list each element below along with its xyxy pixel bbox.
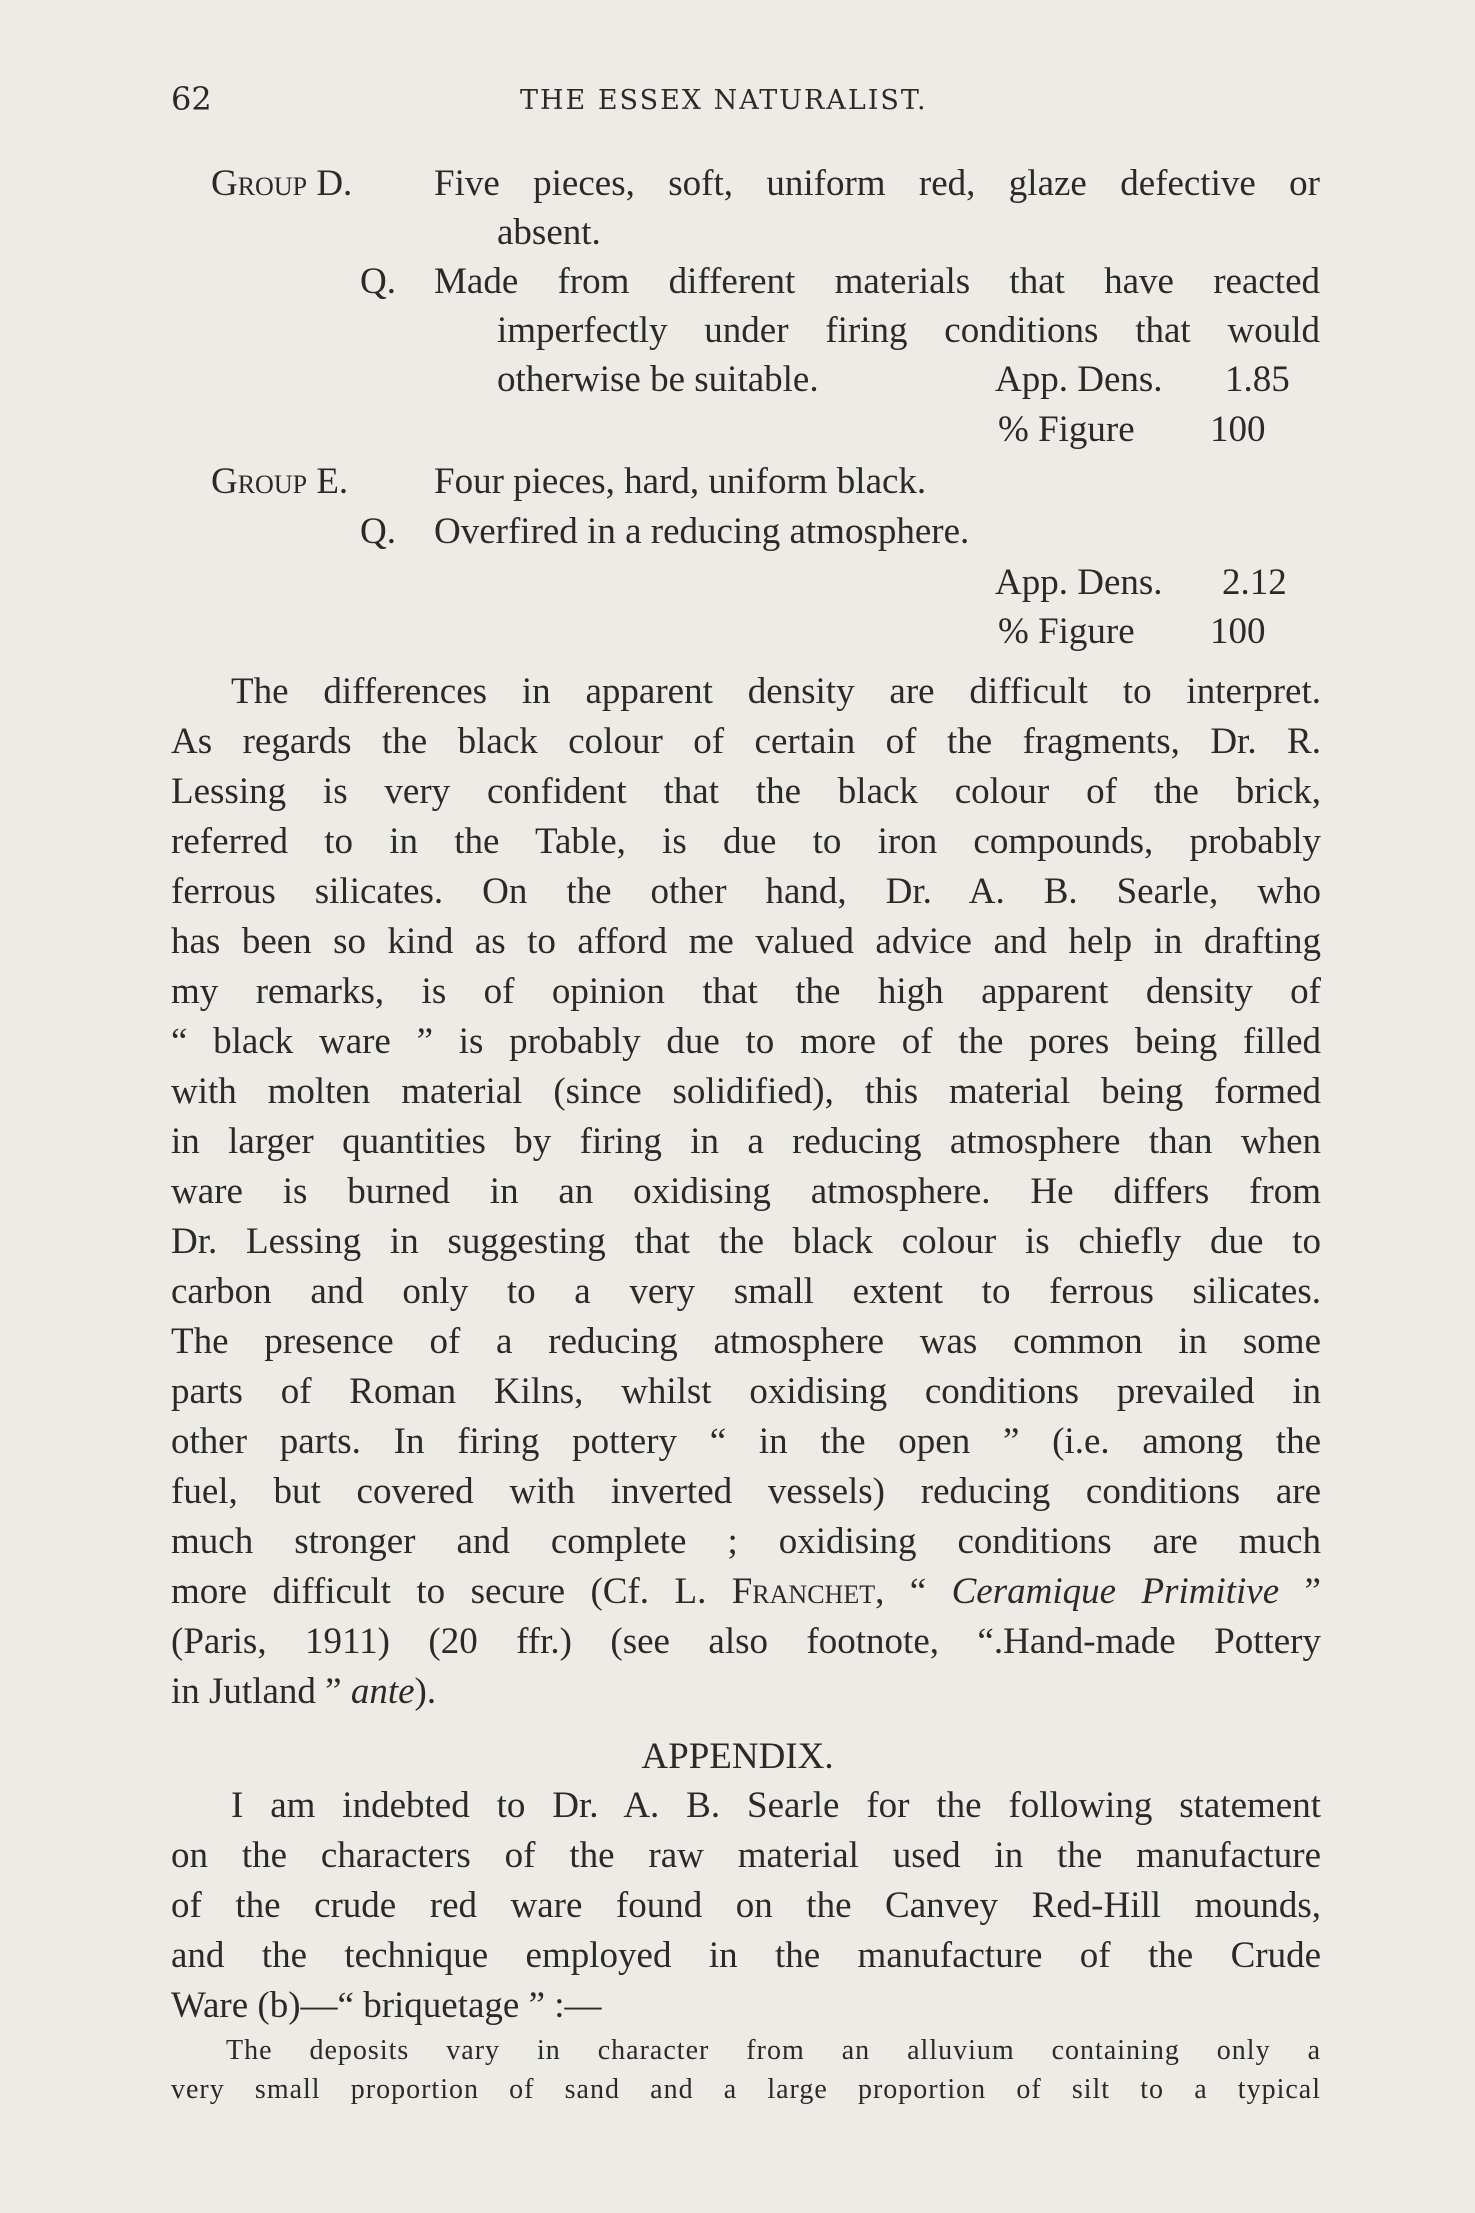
paragraph-appendix	[171, 1781, 1321, 2031]
paragraph-line: As regards the black colour of certain of the fragments, Dr. R.	[171, 721, 1321, 762]
paragraph-line: other parts. In firing pottery “ in the open ” (i.e. among the	[171, 1421, 1321, 1462]
group-e-q-label: Q.	[360, 511, 396, 552]
group-e-q-line1: Overfired in a reducing atmosphere.	[434, 511, 970, 552]
group-d-label: Group D.	[211, 163, 353, 204]
citation-book-title: Ceramique Primitive	[951, 1571, 1280, 1612]
tail-ante: ante	[350, 1671, 415, 1712]
paragraph-line: ferrous silicates. On the other hand, Dr. A. B. Searle, who	[171, 871, 1321, 912]
paragraph-line: with molten material (since solidified), this material being formed	[171, 1071, 1321, 1112]
paragraph-line: The presence of a reducing atmosphere was common in some	[171, 1321, 1321, 1362]
paragraph-line: carbon and only to a very small extent to ferrous silicates.	[171, 1271, 1321, 1312]
paragraph-line: parts of Roman Kilns, whilst oxidising conditions prevailed in	[171, 1371, 1321, 1412]
tail-text-after: ).	[414, 1671, 437, 1712]
paragraph-line-last	[171, 1667, 1321, 1717]
citation-text-after: ”	[1279, 1571, 1321, 1612]
paragraph-line: in larger quantities by firing in a reducing atmosphere than when	[171, 1121, 1321, 1162]
paragraph-line: referred to in the Table, is due to iron compounds, probably	[171, 821, 1321, 862]
group-e-description-line1: Four pieces, hard, uniform black.	[434, 461, 927, 502]
group-d-description-line2: absent.	[497, 212, 601, 253]
page-number: 62	[171, 80, 212, 118]
paragraph-line: ware is burned in an oxidising atmosphere. He differs from	[171, 1171, 1321, 1212]
group-d-q-line2: imperfectly under firing conditions that would	[497, 310, 1320, 351]
paragraph-density	[171, 667, 1321, 1717]
tail-text-before: in Jutland ”	[171, 1671, 351, 1712]
paragraph-line: much stronger and complete ; oxidising conditions are much	[171, 1521, 1321, 1562]
paragraph-line: has been so kind as to afford me valued advice and help in drafting	[171, 921, 1321, 962]
paragraph-line-citation	[171, 1567, 1321, 1617]
group-d-q-line3: otherwise be suitable.	[497, 359, 819, 400]
paragraph-line: Lessing is very confident that the black colour of the brick,	[171, 771, 1321, 812]
group-e-app-dens-value: 2.12	[1222, 562, 1287, 603]
paragraph-line: and the technique employed in the manufacture of the Crude	[171, 1935, 1321, 1976]
paragraph-line: Dr. Lessing in suggesting that the black colour is chiefly due to	[171, 1221, 1321, 1262]
group-e-figure-value: 100	[1210, 611, 1266, 652]
group-d-figure-value: 100	[1210, 409, 1266, 450]
paragraph-line: “ black ware ” is probably due to more of the pores being filled	[171, 1021, 1321, 1062]
paragraph-line: of the crude red ware found on the Canvey Red-Hill mounds,	[171, 1885, 1321, 1926]
group-d-description-line1: Five pieces, soft, uniform red, glaze defective or	[434, 163, 1320, 204]
paragraph-line: my remarks, is of opinion that the high apparent density of	[171, 971, 1321, 1012]
paragraph-line: fuel, but covered with inverted vessels) reducing conditions are	[171, 1471, 1321, 1512]
paragraph-line-last: Ware (b)—“ briquetage ” :—	[171, 1985, 602, 2026]
group-d-app-dens-value: 1.85	[1225, 359, 1290, 400]
group-e-app-dens-label: App. Dens.	[995, 562, 1163, 603]
quote-line: very small proportion of sand and a large proportion of silt to a typical	[171, 2074, 1321, 2105]
paragraph-line: on the characters of the raw material used in the manufacture	[171, 1835, 1321, 1876]
citation-author: Franchet	[731, 1571, 876, 1612]
quoted-statement	[171, 2031, 1321, 2109]
quote-line: The deposits vary in character from an alluvium containing only a	[226, 2035, 1321, 2066]
paragraph-line: (Paris, 1911) (20 ffr.) (see also footnote, “.Hand-made Pottery	[171, 1621, 1321, 1662]
group-d-figure-label: % Figure	[998, 409, 1135, 450]
citation-text-mid: , “	[875, 1571, 952, 1612]
group-d-q-label: Q.	[360, 261, 396, 302]
group-e-label: Group E.	[211, 461, 349, 502]
paragraph-line: The differences in apparent density are difficult to interpret.	[231, 671, 1321, 712]
paragraph-line: I am indebted to Dr. A. B. Searle for the following statement	[231, 1785, 1321, 1826]
appendix-heading: APPENDIX.	[641, 1736, 834, 1777]
running-title: THE ESSEX NATURALIST.	[520, 85, 928, 116]
group-d-app-dens-label: App. Dens.	[995, 359, 1163, 400]
group-d-q-line1: Made from different materials that have reacted	[434, 261, 1320, 302]
group-e-figure-label: % Figure	[998, 611, 1135, 652]
citation-text-before: more difficult to secure (Cf. L.	[171, 1571, 732, 1612]
